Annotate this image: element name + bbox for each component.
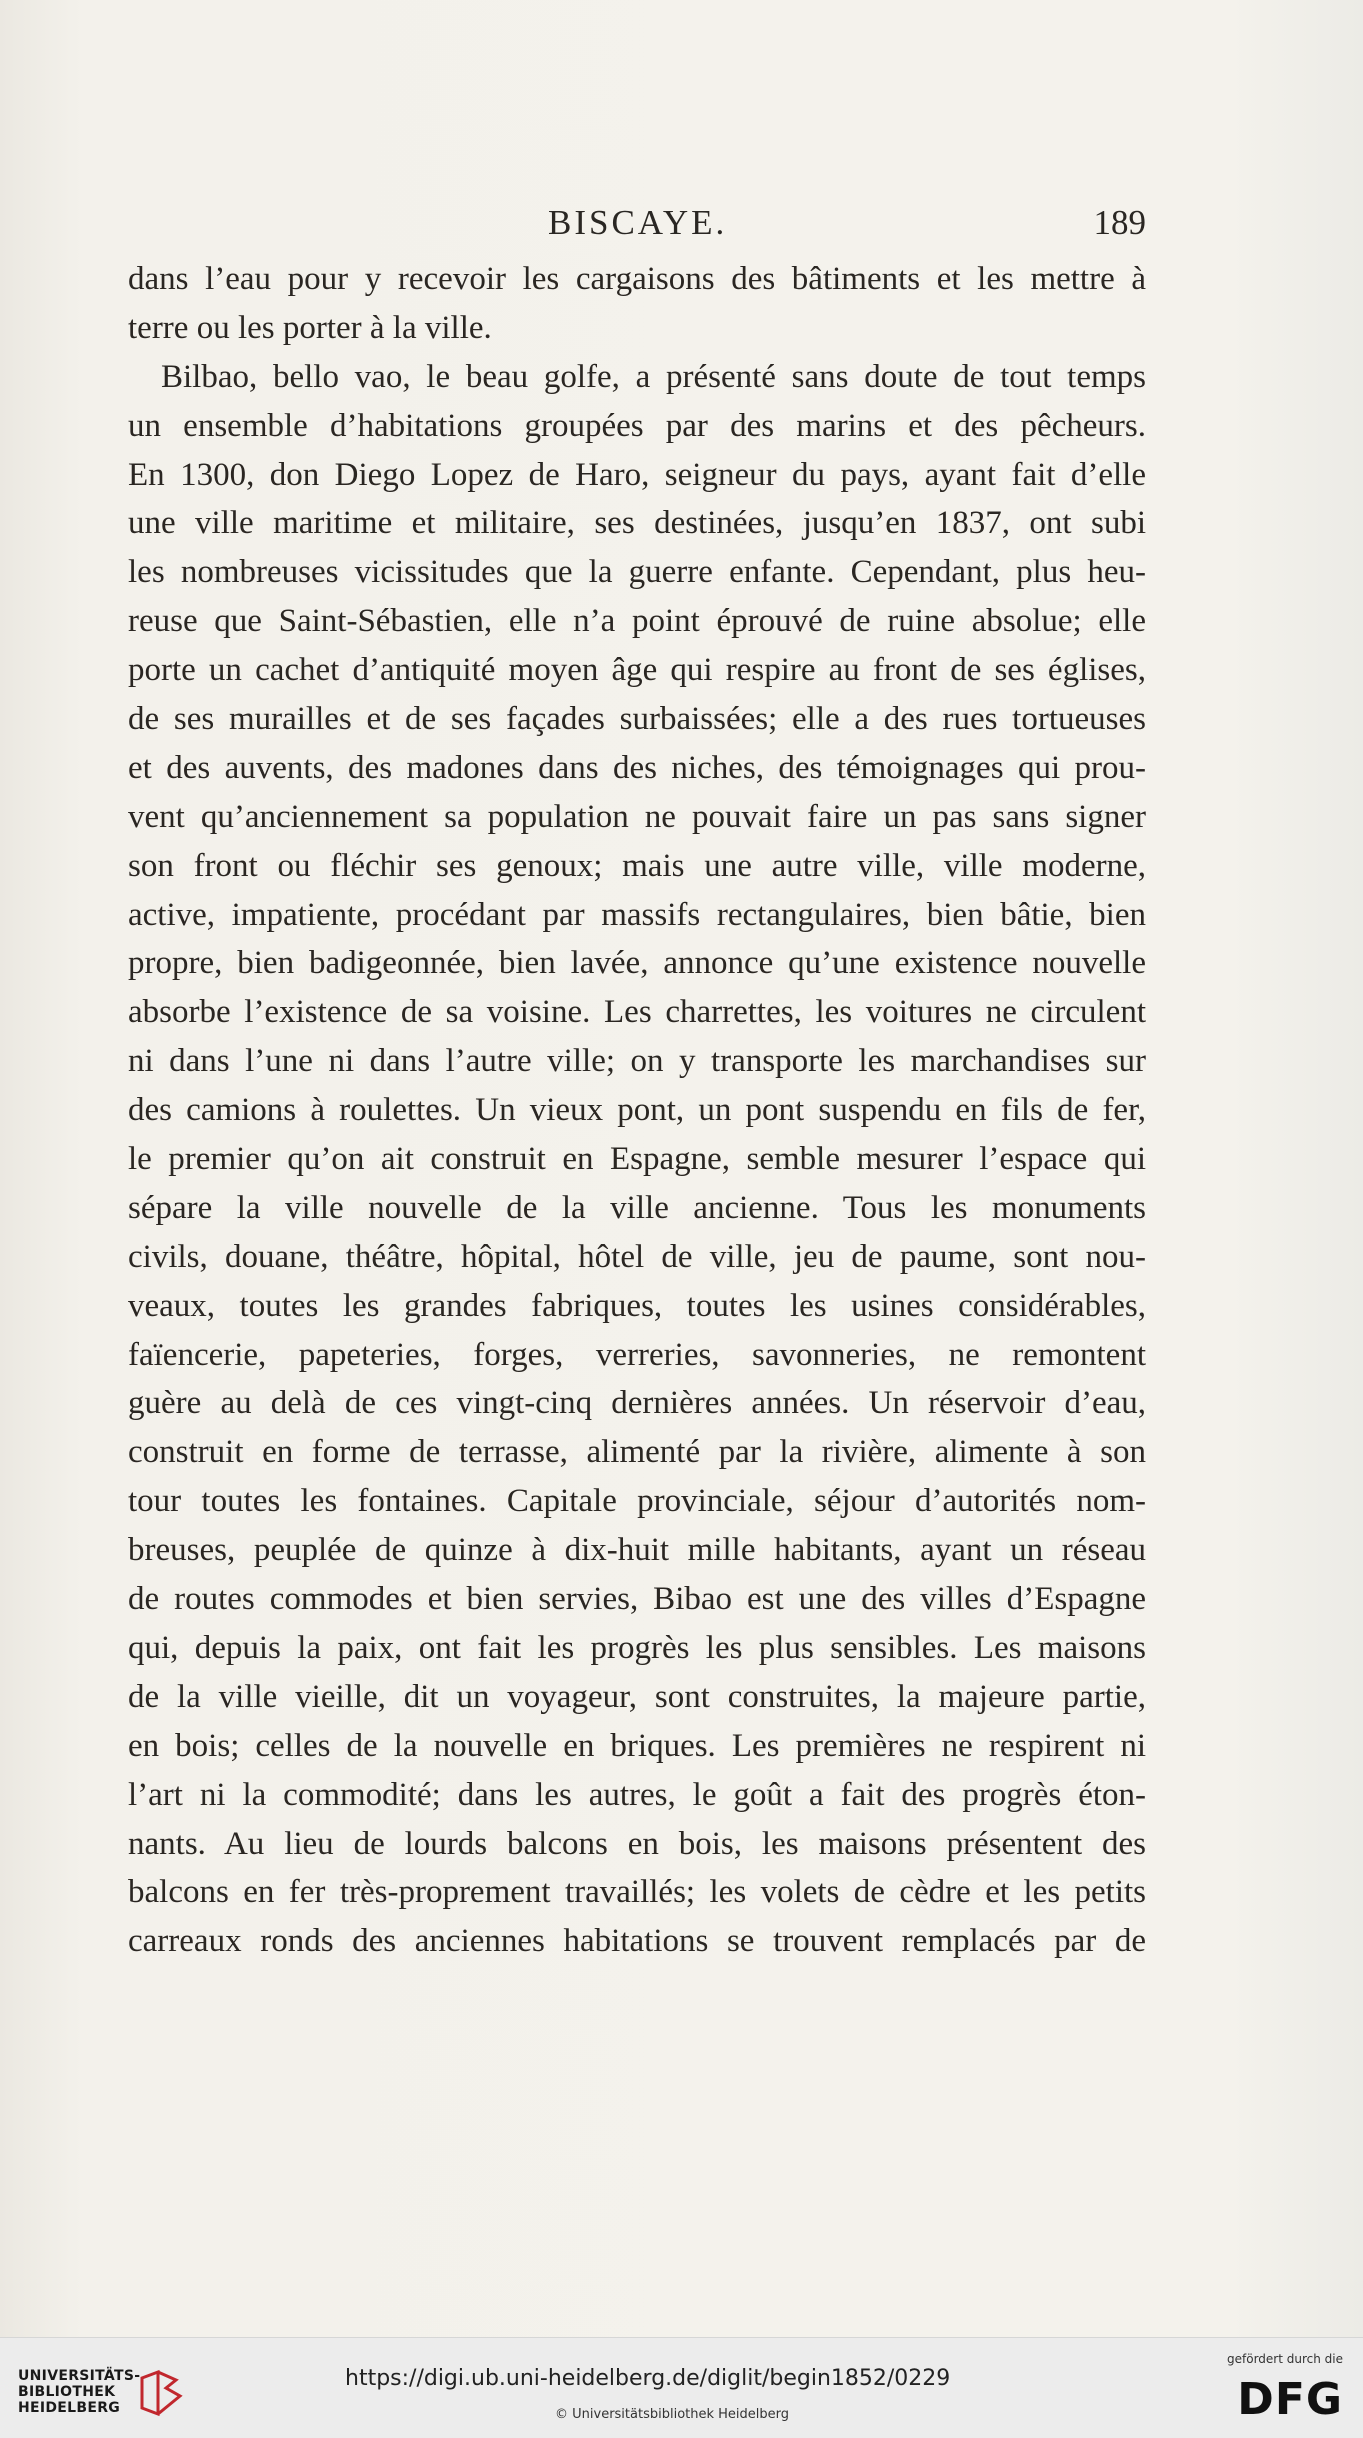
text-line: une ville maritime et militaire, ses destinées, jusqu’en 1837, ont subi: [128, 505, 1146, 542]
text-line: veaux, toutes les grandes fabriques, toutes les usines considérables,: [128, 1287, 1146, 1324]
text-line: Bilbao, bello vao, le beau golfe, a présenté sans doute de tout temps: [161, 358, 1146, 395]
text-line: construit en forme de terrasse, alimenté par la rivière, alimente à son: [128, 1434, 1146, 1471]
text-line: tour toutes les fontaines. Capitale provinciale, séjour d’autorités nom-: [128, 1483, 1146, 1520]
text-line: porte un cachet d’antiquité moyen âge qui respire au front de ses églises,: [128, 652, 1146, 689]
text-line: en bois; celles de la nouvelle en briques. Les premières ne respirent ni: [128, 1727, 1146, 1764]
copyright-text: © Universitätsbibliothek Heidelberg: [555, 2407, 790, 2422]
page-number: 189: [1093, 203, 1146, 242]
text-line: et des auvents, des madones dans des niches, des témoignages qui prou-: [128, 749, 1146, 786]
text-line: reuse que Saint-Sébastien, elle n’a point éprouvé de ruine absolue; elle: [128, 603, 1146, 640]
text-line: l’art ni la commodité; dans les autres, le goût a fait des progrès éton-: [128, 1776, 1146, 1813]
text-line: absorbe l’existence de sa voisine. Les charrettes, les voitures ne circulent: [128, 994, 1146, 1031]
sponsor-block[interactable]: [1208, 2352, 1343, 2432]
text-line: dans l’eau pour y recevoir les cargaisons des bâtiments et les mettre à: [128, 261, 1146, 297]
text-line: des camions à roulettes. Un vieux pont, un pont suspendu en fils de fer,: [128, 1092, 1146, 1129]
body-text: [128, 255, 1146, 1966]
text-line: de ses murailles et de ses façades surbaissées; elle a des rues tortueuses: [128, 701, 1146, 738]
dfg-logo: DFG: [1237, 2374, 1343, 2425]
running-title: BISCAYE.: [548, 203, 728, 242]
text-line: de routes commodes et bien servies, Bibao est une des villes d’Espagne: [128, 1581, 1146, 1618]
text-line: guère au delà de ces vingt-cinq dernières années. Un réservoir d’eau,: [128, 1385, 1146, 1422]
text-line: le premier qu’on ait construit en Espagne, semble mesurer l’espace qui: [128, 1141, 1146, 1178]
text-line: qui, depuis la paix, ont fait les progrès les plus sensibles. Les maisons: [128, 1629, 1146, 1666]
text-line: active, impatiente, procédant par massifs rectangulaires, bien bâtie, bien: [128, 896, 1146, 933]
library-emblem-icon: [136, 2368, 188, 2420]
text-line: de la ville vieille, dit un voyageur, sont construites, la majeure partie,: [128, 1678, 1146, 1715]
text-line: un ensemble d’habitations groupées par des marins et des pêcheurs.: [128, 407, 1146, 444]
text-line: les nombreuses vicissitudes que la guerre enfante. Cependant, plus heu-: [128, 554, 1146, 591]
sponsor-caption: gefördert durch die: [1227, 2352, 1343, 2366]
library-logo[interactable]: [18, 2368, 198, 2428]
text-line: En 1300, don Diego Lopez de Haro, seigneur du pays, ayant fait d’elle: [128, 456, 1146, 493]
text-line: carreaux ronds des anciennes habitations se trouvent remplacés par de: [128, 1923, 1146, 1960]
text-line: vent qu’anciennement sa population ne pouvait faire un pas sans signer: [128, 798, 1146, 835]
text-line: civils, douane, théâtre, hôpital, hôtel de ville, jeu de paume, sont nou-: [128, 1238, 1146, 1275]
text-line: ni dans l’une ni dans l’autre ville; on y transporte les marchandises sur: [128, 1043, 1146, 1080]
library-name: UNIVERSITÄTS- BIBLIOTHEK HEIDELBERG: [18, 2368, 141, 2416]
text-line: son front ou fléchir ses genoux; mais une autre ville, ville moderne,: [128, 847, 1146, 884]
text-line: propre, bien badigeonnée, bien lavée, annonce qu’une existence nouvelle: [128, 945, 1146, 982]
text-line: sépare la ville nouvelle de la ville ancienne. Tous les monuments: [128, 1189, 1146, 1226]
text-line: balcons en fer très-proprement travaillés; les volets de cèdre et les petits: [128, 1874, 1146, 1911]
page-url[interactable]: https://digi.ub.uni-heidelberg.de/diglit/begin1852/0229: [345, 2366, 951, 2391]
footer-bar: [0, 2337, 1363, 2438]
text-line: nants. Au lieu de lourds balcons en bois, les maisons présentent des: [128, 1825, 1146, 1862]
text-line: terre ou les porter à la ville.: [128, 309, 492, 346]
running-head: [128, 203, 1146, 253]
text-line: breuses, peuplée de quinze à dix-huit mille habitants, ayant un réseau: [128, 1532, 1146, 1569]
text-line: faïencerie, papeteries, forges, verreries, savonneries, ne remontent: [128, 1336, 1146, 1373]
